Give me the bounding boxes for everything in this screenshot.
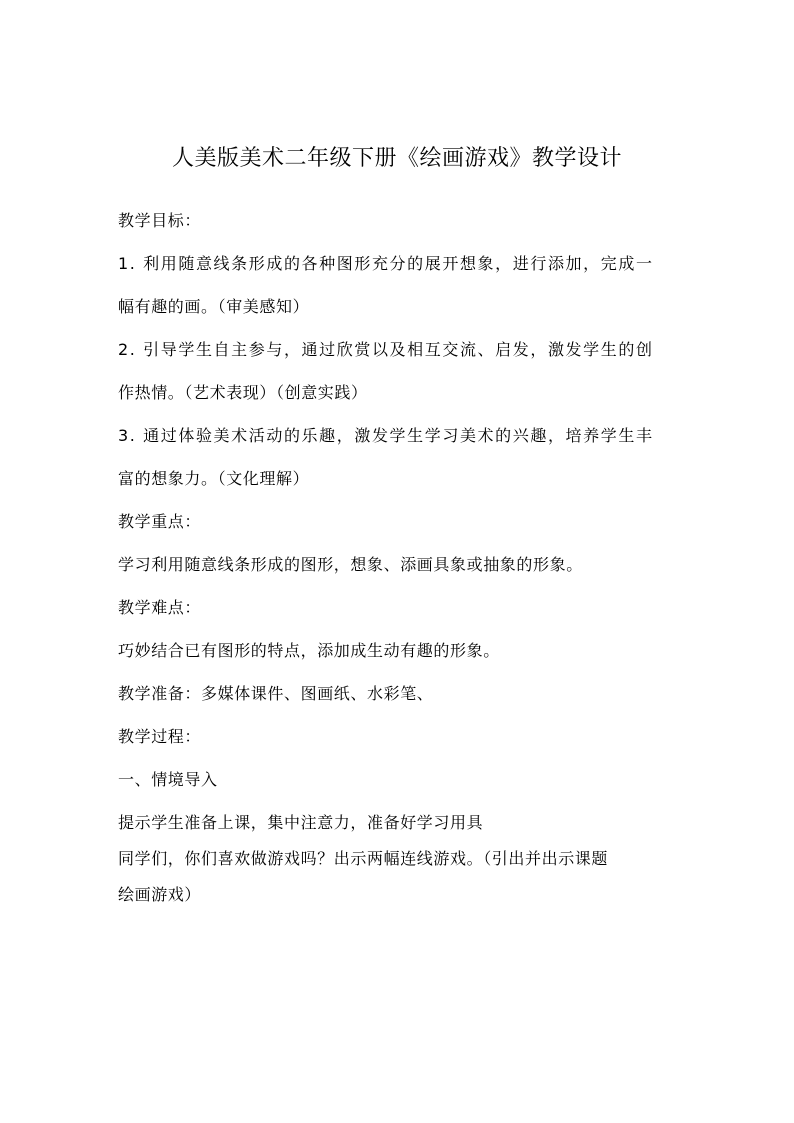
text-line-goal-2b: 作热情。（艺术表现）（创意实践） (118, 383, 368, 402)
text-line-goal-3a: 3. 通过体验美术活动的乐趣，激发学生学习美术的兴趣，培养学生丰 (118, 426, 654, 445)
text-line-difficulties: 巧妙结合已有图形的特点，添加成生动有趣的形象。 (118, 641, 500, 660)
text-line-section-intro: 一、情境导入 (118, 770, 218, 789)
document-title: 人美版美术二年级下册《绘画游戏》教学设计 (171, 146, 622, 171)
text-line-goal-1b: 幅有趣的画。（审美感知） (118, 297, 310, 316)
text-line-goal-3b: 富的想象力。（文化理解） (118, 469, 310, 488)
text-line-key-points-heading: 教学重点： (118, 512, 202, 531)
text-line-key-points: 学习利用随意线条形成的图形，想象、添画具象或抽象的形象。 (118, 555, 583, 574)
text-line-preparation: 教学准备：多媒体课件、图画纸、水彩笔、 (118, 684, 434, 703)
text-line-process-heading: 教学过程： (118, 727, 202, 746)
text-line-goal-2a: 2. 引导学生自主参与，通过欣赏以及相互交流、启发，激发学生的创 (118, 340, 654, 359)
text-line-difficulties-heading: 教学难点： (118, 598, 202, 617)
text-line-goal-1a: 1. 利用随意线条形成的各种图形充分的展开想象，进行添加，完成一 (118, 254, 654, 273)
text-line-teaching-goals-heading: 教学目标： (118, 211, 202, 230)
text-line-prompt: 提示学生准备上课，集中注意力，准备好学习用具 (118, 813, 484, 832)
text-line-question-b: 绘画游戏） (118, 885, 202, 904)
text-line-question-a: 同学们，你们喜欢做游戏吗？出示两幅连线游戏。（引出并出示课题 (118, 849, 609, 868)
